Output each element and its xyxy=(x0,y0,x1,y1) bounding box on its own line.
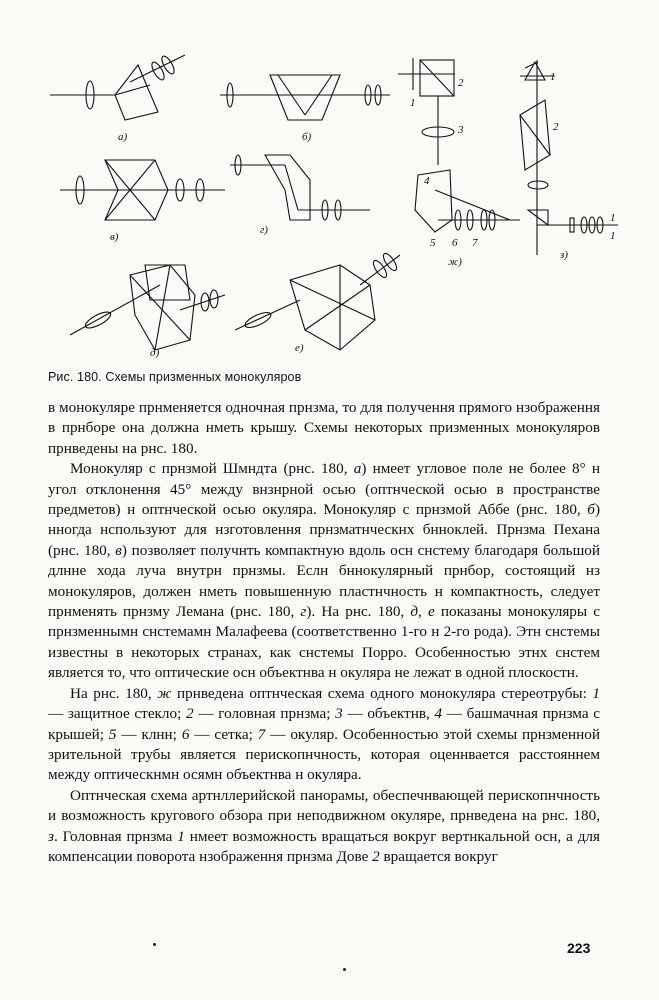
figure-180 xyxy=(40,40,630,370)
diagram-z-panorama xyxy=(520,60,618,255)
z-number-1: 1 xyxy=(550,71,556,83)
panel-label-v: в) xyxy=(110,231,119,243)
z-side-mark-top: 1 xyxy=(610,212,616,224)
diagram-g-lehman xyxy=(230,155,370,220)
page-number: 223 xyxy=(567,940,591,956)
paragraph-4: Оптнческая схема артнллерийской панорамы, обеспечнвающей перископнчность и возможность кругового обзора при неподвижном окуляре, прнведена на рнс. 180, з. Головная прнзма 1 нмеет возможность вращаться вокруг вертнкальной осн, а для компенсации поворота нзображення прнзма Дове 2 вращается вокруг xyxy=(48,786,601,865)
paragraph-3: На рнс. 180, ж прнведена оптнческая схема одного монокуляра стереотрубы: 1 — защитное стекло; 2 — головная прнзма; 3 — объектнв, 4 — башмачная прнзма с крышей; 5 — клнн; 6 — сетка; 7 — окуляр. Особенностью этой схемы прнзменной зрительной трубы является перископнчность, которая оценнвается расстояннем между оптическнмн осямн объектнва н окуляра. xyxy=(48,684,601,784)
paragraph-2: Монокуляр с прнзмой Шмндта (рнс. 180, а) нмеет угловое поле не более 8° н угол отклонення 45° между внзнрной осью (оптнческой осью в пространстве предметов) н оптнческой осью окуляра. Монокуляр с прнзмой Аббе (рнс. 180, б) нногда нспользуют для нзготовлення прнзматнческнх бнноклей. Прнзма Пехана (рнс. 180, в) позволяет получнть компактную вдоль осн снстему благодаря большой длнне хода луча внутрн прнзмы. Еслн бннокулярный прнбор, состоящий нз монокуляров, должен нметь повышенную пластнчность н компактность, следует прнменять прнзму Лемана (рнс. 180, г). На рнс. 180, д, е показаны монокуляры с прнзменнымн снстемамн Малафеева (соответственно 1-го н 2-го рода). Этн снстемы известны в некоторых странах, как снстемы Порро. Особенностью этнх снстем является то, что оптические осн объектнва н окуляра не лежат в одной плоскостн. xyxy=(48,460,601,682)
body-text xyxy=(48,398,600,867)
zh-number-6: 6 xyxy=(452,237,458,249)
panel-label-e: е) xyxy=(295,342,304,354)
diagram-d-malafeev-1 xyxy=(70,265,225,350)
panel-label-zh: ж) xyxy=(448,256,462,268)
diagram-v-pechan xyxy=(60,160,225,220)
diagram-b-abbe xyxy=(220,75,390,120)
zh-number-7: 7 xyxy=(472,237,478,249)
scan-speck xyxy=(343,968,346,971)
scan-speck xyxy=(153,943,156,946)
figure-caption: Рис. 180. Схемы призменных монокуляров xyxy=(48,370,302,384)
diagram-e-malafeev-2 xyxy=(235,252,400,350)
zh-number-3: 3 xyxy=(458,124,464,136)
panel-label-g: г) xyxy=(260,224,268,236)
z-side-mark-bottom: 1 xyxy=(610,230,616,242)
paragraph-1: в монокуляре прнменяется одночная прнзма, то для получення прямого нзображення в прнборе она должна нметь крышу. Схемы некоторых призменных монокуляров прнведены на рнс. 180. xyxy=(48,399,600,457)
panel-label-d: д) xyxy=(150,347,160,359)
zh-number-4: 4 xyxy=(424,175,430,187)
zh-number-1: 1 xyxy=(410,97,416,109)
panel-label-z: з) xyxy=(560,249,568,261)
diagram-a-schmidt xyxy=(50,54,185,120)
panel-label-a: а) xyxy=(118,131,128,143)
zh-number-2: 2 xyxy=(458,77,464,89)
zh-number-5: 5 xyxy=(430,237,436,249)
panel-label-b: б) xyxy=(302,131,312,143)
z-number-2: 2 xyxy=(553,121,559,133)
